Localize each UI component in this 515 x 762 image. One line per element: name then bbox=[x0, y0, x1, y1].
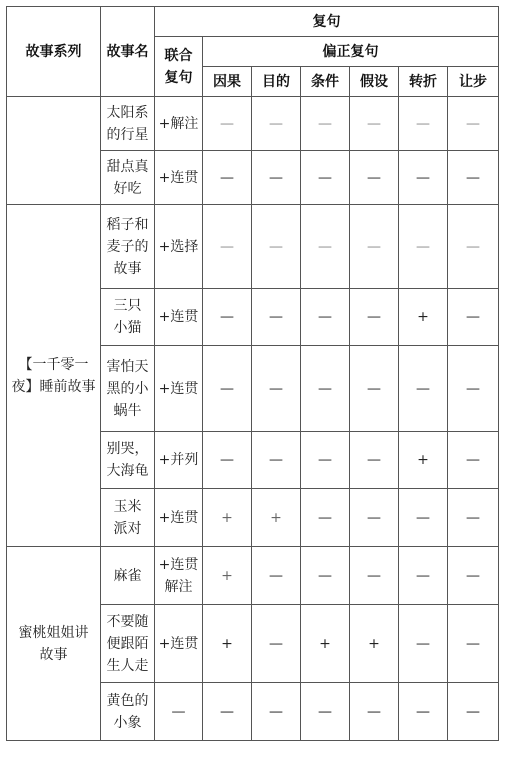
coordinate-line: +并列 bbox=[158, 452, 199, 468]
table-row bbox=[7, 97, 499, 151]
story-name-cell bbox=[101, 432, 155, 489]
mark-cell: — bbox=[301, 289, 350, 346]
coordinate-line: +连贯 bbox=[158, 309, 199, 325]
mark-cell: — bbox=[252, 683, 301, 741]
coordinate-line: +解注 bbox=[158, 115, 199, 132]
mark-cell: — bbox=[350, 432, 399, 489]
story-name-cell bbox=[101, 489, 155, 547]
mark-cell: — bbox=[252, 547, 301, 605]
coordinate-line: +连贯 bbox=[158, 556, 199, 573]
mark-cell: — bbox=[252, 346, 301, 432]
mark-cell: + bbox=[301, 605, 350, 683]
mark-cell: — bbox=[301, 346, 350, 432]
mark-cell: — bbox=[301, 547, 350, 605]
story-name-line: 玉米 bbox=[113, 498, 142, 515]
mark-cell: — bbox=[252, 97, 301, 151]
coordinate-cell bbox=[155, 432, 203, 489]
header-subordinate: 偏正复句 bbox=[203, 37, 499, 67]
mark-cell: — bbox=[252, 205, 301, 289]
coordinate-line: — bbox=[171, 703, 186, 720]
coordinate-cell bbox=[155, 683, 203, 741]
mark-cell: — bbox=[448, 605, 499, 683]
mark-cell: — bbox=[350, 346, 399, 432]
table-row bbox=[7, 205, 499, 289]
series-name-line: 故事 bbox=[39, 646, 68, 663]
header-subtype: 假设 bbox=[350, 67, 399, 97]
mark-cell: — bbox=[448, 346, 499, 432]
coordinate-line: +连贯 bbox=[158, 509, 199, 526]
mark-cell: — bbox=[399, 547, 448, 605]
story-name-cell bbox=[101, 605, 155, 683]
mark-cell: — bbox=[448, 683, 499, 741]
mark-cell: — bbox=[350, 547, 399, 605]
mark-cell: — bbox=[203, 683, 252, 741]
mark-cell: — bbox=[252, 432, 301, 489]
coordinate-cell bbox=[155, 289, 203, 346]
mark-cell: + bbox=[350, 605, 399, 683]
story-complex-sentence-table bbox=[6, 6, 499, 741]
mark-cell: — bbox=[350, 151, 399, 205]
mark-cell: — bbox=[399, 605, 448, 683]
header-series: 故事系列 bbox=[7, 7, 101, 97]
header-subtype: 让步 bbox=[448, 67, 499, 97]
mark-cell: — bbox=[399, 205, 448, 289]
mark-cell: — bbox=[203, 151, 252, 205]
story-name-line: 太阳系 bbox=[106, 104, 149, 121]
mark-cell: — bbox=[203, 346, 252, 432]
header-subtype: 条件 bbox=[301, 67, 350, 97]
mark-cell: — bbox=[448, 489, 499, 547]
series-name-line: 夜】睡前故事 bbox=[11, 378, 96, 395]
series-name-cell bbox=[7, 205, 101, 547]
mark-cell: — bbox=[301, 683, 350, 741]
story-name-line: 麻雀 bbox=[113, 567, 142, 584]
coordinate-cell bbox=[155, 205, 203, 289]
story-name-cell bbox=[101, 547, 155, 605]
story-name-line: 生人走 bbox=[106, 657, 149, 674]
mark-cell: + bbox=[203, 489, 252, 547]
mark-cell: + bbox=[399, 289, 448, 346]
coordinate-cell bbox=[155, 547, 203, 605]
mark-cell: — bbox=[448, 151, 499, 205]
mark-cell: — bbox=[399, 151, 448, 205]
header-complex-sentence: 复句 bbox=[155, 7, 499, 37]
series-name-line: 【一千零一 bbox=[18, 356, 89, 373]
story-name-line: 黑的小 bbox=[106, 380, 149, 397]
mark-cell: — bbox=[399, 683, 448, 741]
mark-cell: — bbox=[350, 97, 399, 151]
mark-cell: — bbox=[350, 489, 399, 547]
mark-cell: — bbox=[301, 205, 350, 289]
header-coordinate-line: 联合 bbox=[164, 47, 193, 64]
coordinate-line: +选择 bbox=[158, 238, 199, 255]
coordinate-cell bbox=[155, 97, 203, 151]
coordinate-line: +连贯 bbox=[158, 169, 199, 186]
mark-cell: — bbox=[203, 205, 252, 289]
mark-cell: — bbox=[448, 97, 499, 151]
mark-cell: — bbox=[448, 289, 499, 346]
header-story: 故事名 bbox=[101, 7, 155, 97]
story-name-line: 小猫 bbox=[113, 320, 142, 336]
header-subtype: 目的 bbox=[252, 67, 301, 97]
story-name-line: 好吃 bbox=[113, 180, 142, 197]
story-name-line: 麦子的 bbox=[106, 238, 149, 255]
mark-cell: — bbox=[203, 289, 252, 346]
header-coordinate bbox=[155, 37, 203, 97]
mark-cell: — bbox=[301, 489, 350, 547]
story-name-cell bbox=[101, 205, 155, 289]
mark-cell: — bbox=[301, 432, 350, 489]
story-name-line: 大海龟 bbox=[106, 463, 149, 479]
coordinate-cell bbox=[155, 151, 203, 205]
coordinate-cell bbox=[155, 605, 203, 683]
mark-cell: — bbox=[350, 683, 399, 741]
mark-cell: — bbox=[399, 489, 448, 547]
story-name-line: 黄色的 bbox=[106, 692, 149, 709]
story-name-line: 故事 bbox=[113, 260, 142, 277]
mark-cell: + bbox=[252, 489, 301, 547]
story-name-line: 不要随 bbox=[106, 613, 149, 630]
series-name-cell bbox=[7, 97, 101, 205]
mark-cell: — bbox=[448, 432, 499, 489]
coordinate-cell bbox=[155, 346, 203, 432]
story-name-cell bbox=[101, 97, 155, 151]
mark-cell: — bbox=[350, 289, 399, 346]
coordinate-line: +连贯 bbox=[158, 635, 199, 652]
story-name-cell bbox=[101, 289, 155, 346]
series-name-line: 蜜桃姐姐讲 bbox=[18, 624, 89, 641]
story-name-line: 便跟陌 bbox=[106, 635, 149, 652]
header-coordinate-line: 复句 bbox=[164, 69, 193, 86]
coordinate-line: 解注 bbox=[164, 578, 193, 595]
coordinate-cell bbox=[155, 489, 203, 547]
mark-cell: — bbox=[448, 547, 499, 605]
header-subtype: 转折 bbox=[399, 67, 448, 97]
story-name-line: 三只 bbox=[113, 298, 142, 314]
story-name-line: 派对 bbox=[113, 520, 142, 537]
mark-cell: — bbox=[252, 151, 301, 205]
story-name-cell bbox=[101, 683, 155, 741]
mark-cell: + bbox=[203, 547, 252, 605]
mark-cell: + bbox=[203, 605, 252, 683]
mark-cell: — bbox=[252, 605, 301, 683]
table-row bbox=[7, 547, 499, 605]
story-name-line: 的行星 bbox=[106, 126, 149, 143]
story-name-line: 蜗牛 bbox=[113, 402, 142, 419]
coordinate-line: +连贯 bbox=[158, 380, 199, 397]
series-name-cell bbox=[7, 547, 101, 741]
mark-cell: — bbox=[448, 205, 499, 289]
story-name-line: 稻子和 bbox=[106, 216, 149, 233]
mark-cell: — bbox=[252, 289, 301, 346]
mark-cell: — bbox=[301, 97, 350, 151]
story-name-line: 别哭， bbox=[106, 441, 149, 457]
mark-cell: + bbox=[399, 432, 448, 489]
story-name-line: 害怕天 bbox=[106, 358, 149, 375]
header-subtype: 因果 bbox=[203, 67, 252, 97]
story-name-cell bbox=[101, 346, 155, 432]
story-name-cell bbox=[101, 151, 155, 205]
mark-cell: — bbox=[350, 205, 399, 289]
mark-cell: — bbox=[203, 97, 252, 151]
mark-cell: — bbox=[301, 151, 350, 205]
mark-cell: — bbox=[203, 432, 252, 489]
mark-cell: — bbox=[399, 97, 448, 151]
mark-cell: — bbox=[399, 346, 448, 432]
story-name-line: 甜点真 bbox=[106, 158, 149, 175]
story-name-line: 小象 bbox=[113, 714, 142, 731]
